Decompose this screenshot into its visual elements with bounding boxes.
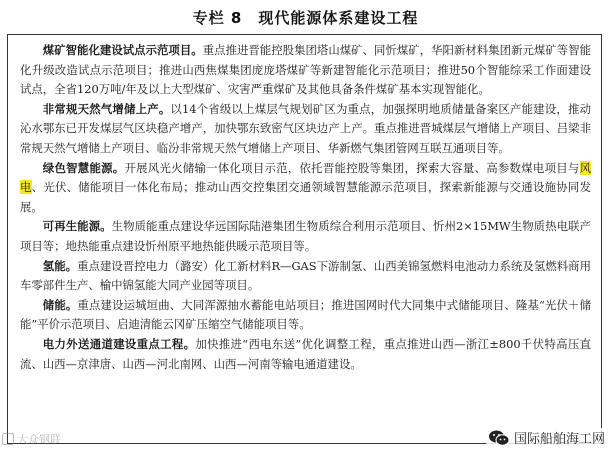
section-heading: 煤矿智能化建设试点示范项目。 bbox=[42, 43, 203, 57]
section-heading: 储能。 bbox=[42, 297, 78, 312]
section-green-energy bbox=[20, 159, 591, 218]
section-coal-mine bbox=[20, 41, 591, 100]
section-heading: 非常规天然气增储上产。 bbox=[42, 101, 171, 116]
watermark-right bbox=[486, 428, 607, 447]
column-box bbox=[7, 34, 602, 444]
section-body: 生物质能重点建设华远国际陆港集团生物质综合利用示范项目、忻州2×15MW生物质热电联产项目等；地热能重点建设忻州原平地热能供暖示范项目等。 bbox=[20, 219, 591, 253]
watermark-left bbox=[2, 431, 61, 447]
section-heading: 氢能。 bbox=[42, 258, 78, 273]
section-power-transmission bbox=[20, 335, 591, 374]
section-heading: 电力外送通道建设重点工程。 bbox=[42, 336, 196, 351]
section-natural-gas bbox=[20, 100, 591, 159]
section-renewable bbox=[20, 217, 591, 256]
section-body: 、光伏、储能项目一体化布局；推动山西交控集团交通领域智慧能源示范项目，探索新能源与交通设施协同发展。 bbox=[20, 180, 591, 214]
section-storage bbox=[20, 296, 591, 335]
highlighted-term: 风电 bbox=[20, 160, 591, 195]
section-body: 重点推进晋能控股集团塔山煤矿、同忻煤矿，华阳新材料集团新元煤矿等智能化升级改造试点示范项目；推进山西焦煤集团庞庞塔煤矿等新建智能化示范项目；推进50个智能综采工作面建设试点，全省120万吨/年及以上大型煤矿、灾害严重煤矿及其他具备条件煤矿基本实现智能化。 bbox=[20, 43, 591, 97]
watermark-left-text: 大众钢联 bbox=[17, 433, 61, 446]
section-body: 加快推进“西电东送”优化调整工程，重点推进山西—浙江±800千伏特高压直流、山西—京津唐、山西—河北南网、山西—河南等输电通道建设。 bbox=[20, 336, 591, 371]
section-body: 以14个省级以上煤层气规划矿区为重点，加强探明地质储量备案区产能建设，推动沁水鄂东已开发煤层气区块稳产增产，加快鄂东致密气区块边产上产。重点推进晋城煤层气增储上产项目、吕梁非常规天然气增储上产项目、临汾非常规天然气增储上产项目、华新燃气集团管网互联互通项目等。 bbox=[20, 101, 591, 155]
column-title: 专栏 8 现代能源体系建设工程 bbox=[192, 9, 419, 27]
section-body: 重点建设运城垣曲、大同浑源抽水蓄能电站项目；推进国网时代大同集中式储能项目、隆基“光伏＋储能”平价示范项目、启迪清能云冈矿压缩空气储能项目等。 bbox=[20, 297, 591, 332]
wechat-icon bbox=[488, 429, 510, 447]
section-hydrogen bbox=[20, 257, 591, 296]
section-body: 开展风光火储输一体化项目示范，依托晋能控股等集团，探索大容量、高参数煤电项目与 bbox=[124, 160, 580, 175]
section-body: 重点建设晋控电力（潞安）化工新材料R—GAS下游制氢、山西美锦氢燃料电池动力系统及氢燃料商用车零部件生产、榆中锦氢能大同产业园等项目。 bbox=[20, 258, 591, 293]
watermark-right-text: 国际船舶海工网 bbox=[513, 432, 605, 447]
section-heading: 绿色智慧能源。 bbox=[42, 160, 125, 175]
section-heading: 可再生能源。 bbox=[42, 219, 112, 234]
watermark-logo-icon bbox=[2, 433, 14, 445]
